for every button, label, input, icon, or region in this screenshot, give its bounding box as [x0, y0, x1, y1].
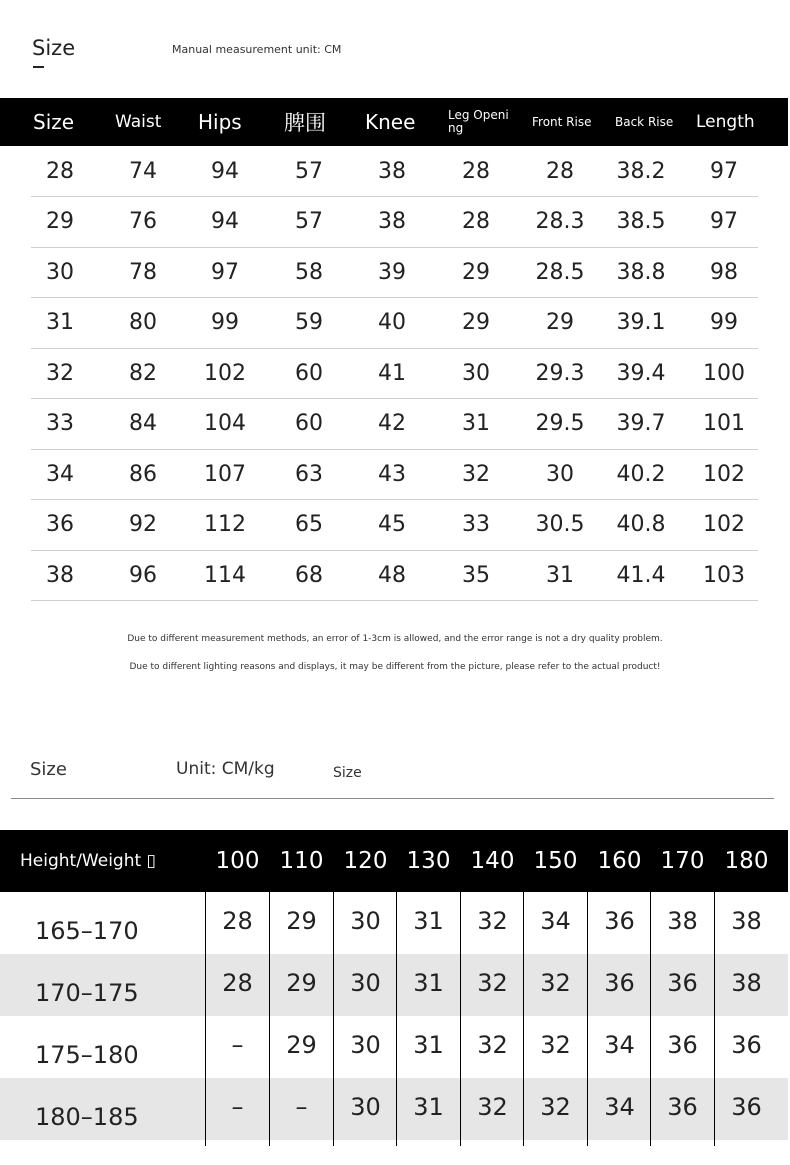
weight-header-cell: 100: [215, 848, 260, 874]
size-cell: 97: [710, 209, 738, 234]
size-cell: 35: [462, 562, 490, 588]
column-divider: [460, 830, 461, 1146]
fit-size-cell: 30: [350, 1031, 381, 1059]
size-cell: 63: [295, 461, 323, 487]
size-cell: 29: [46, 209, 74, 234]
fit-size-cell: 38: [731, 907, 762, 935]
fit-size-cell: 32: [477, 1093, 508, 1121]
size-cell: 38: [378, 158, 406, 184]
header-back-rise: Back Rise: [615, 114, 674, 129]
weight-header-cell: 140: [470, 848, 515, 874]
size-cell: 38.8: [616, 259, 666, 285]
size-cell: 28.5: [535, 259, 585, 285]
size-cell: 48: [378, 562, 406, 588]
size-chart-title: Size: [32, 36, 76, 60]
header-waist: Waist: [115, 112, 162, 132]
size-cell: 60: [295, 360, 323, 386]
size-cell: 29.5: [535, 411, 585, 436]
weight-header-cell: 170: [660, 848, 705, 874]
size-cell: 100: [703, 360, 745, 386]
size-cell: 28: [546, 158, 574, 184]
section-divider: [11, 798, 774, 799]
size-cell: 97: [710, 158, 738, 184]
fit-size-cell: 29: [286, 1031, 317, 1059]
size-cell: 33: [462, 512, 490, 537]
fit-row: [0, 892, 788, 954]
size-cell: 98: [710, 259, 738, 285]
size-cell: 78: [129, 259, 157, 285]
size-cell: 30: [546, 461, 574, 487]
size-row: [31, 247, 758, 298]
fit-size-cell: 36: [604, 907, 635, 935]
height-range-label: 180–185: [35, 1103, 139, 1131]
size-cell: 31: [462, 411, 490, 436]
size-cell: 102: [703, 512, 745, 537]
fit-size-cell: 30: [350, 907, 381, 935]
size-cell: 102: [703, 461, 745, 487]
size-cell: 86: [129, 461, 157, 487]
fit-size-cell: 36: [731, 1093, 762, 1121]
size-cell: 33: [46, 411, 74, 436]
fit-size-cell: 36: [667, 969, 698, 997]
size-cell: 28: [462, 209, 490, 234]
size-cell: 28.3: [535, 209, 585, 234]
column-divider: [650, 830, 651, 1146]
size-cell: 29: [462, 310, 490, 335]
size-cell: 104: [204, 411, 246, 436]
size-cell: 34: [46, 461, 74, 487]
size-cell: 60: [295, 411, 323, 436]
fit-size-cell: 32: [540, 969, 571, 997]
size-cell: 41.4: [616, 562, 666, 588]
size-row: [31, 197, 758, 248]
fit-size-cell: 34: [604, 1093, 635, 1121]
height-range-label: 175–180: [35, 1041, 139, 1069]
fit-row: [0, 954, 788, 1016]
fit-size-cell: 30: [350, 969, 381, 997]
column-divider: [587, 830, 588, 1146]
column-divider: [714, 830, 715, 1146]
size-cell: 38: [46, 562, 74, 588]
fit-chart-table: [0, 830, 788, 1146]
fit-size-cell: 31: [413, 907, 444, 935]
size-cell: 30: [46, 259, 74, 285]
size-cell: 29: [546, 310, 574, 335]
size-cell: 32: [462, 461, 490, 487]
header-leg-opening: Leg Opening: [448, 108, 509, 135]
size-cell: 112: [204, 512, 246, 537]
size-cell: 39.1: [616, 310, 666, 335]
fit-size-cell: 32: [540, 1031, 571, 1059]
fit-size-cell: 32: [540, 1093, 571, 1121]
size-row: [31, 399, 758, 450]
fit-size-cell: 36: [731, 1031, 762, 1059]
column-divider: [333, 830, 334, 1146]
size-row: [31, 550, 758, 601]
size-cell: 29: [462, 259, 490, 285]
size-cell: 38: [378, 209, 406, 234]
fit-size-cell: 34: [540, 907, 571, 935]
size-cell: 31: [546, 562, 574, 588]
fit-size-cell: –: [231, 1031, 244, 1059]
size-cell: 65: [295, 512, 323, 537]
fit-size-cell: 32: [477, 1031, 508, 1059]
weight-header-cell: 160: [597, 848, 642, 874]
header-front-rise: Front Rise: [532, 114, 592, 129]
header-hips: Hips: [198, 110, 242, 134]
height-range-label: 170–175: [35, 979, 139, 1007]
size-cell: 40.8: [616, 512, 666, 537]
fit-chart-unit-label: Unit: CM/kg: [176, 759, 275, 779]
size-cell: 29.3: [535, 360, 585, 386]
size-cell: 101: [703, 411, 745, 436]
fit-size-cell: 36: [604, 969, 635, 997]
size-cell: 103: [703, 562, 745, 588]
fit-size-cell: 28: [222, 969, 253, 997]
size-cell: 31: [46, 310, 74, 335]
size-cell: 102: [204, 360, 246, 386]
fit-row: [0, 1016, 788, 1078]
fit-size-cell: 31: [413, 1093, 444, 1121]
weight-header-cell: 110: [279, 848, 324, 874]
measurement-error-note: Due to different measurement methods, an error of 1-3cm is allowed, and the error range is not a dry quality problem.: [127, 634, 663, 644]
size-row: [31, 449, 758, 500]
size-cell: 30: [462, 360, 490, 386]
header-knee: Knee: [365, 110, 416, 134]
fit-size-cell: 38: [667, 907, 698, 935]
height-range-label: 165–170: [35, 917, 139, 945]
size-cell: 96: [129, 562, 157, 588]
size-cell: 36: [46, 512, 74, 537]
size-cell: 76: [129, 209, 157, 234]
size-cell: 39.4: [616, 360, 666, 386]
size-cell: 84: [129, 411, 157, 436]
size-row: [31, 348, 758, 399]
size-cell: 41: [378, 360, 406, 386]
size-cell: 107: [204, 461, 246, 487]
size-row: [31, 298, 758, 349]
fit-size-cell: 30: [350, 1093, 381, 1121]
fit-chart-header: [0, 830, 788, 892]
fit-size-cell: 34: [604, 1031, 635, 1059]
size-cell: 80: [129, 310, 157, 335]
title-underline: [33, 66, 44, 68]
size-cell: 39.7: [616, 411, 666, 436]
header-length: Length: [696, 112, 755, 132]
weight-header-cell: 180: [724, 848, 769, 874]
size-cell: 43: [378, 461, 406, 487]
fit-chart-sub-label: Size: [333, 765, 362, 781]
fit-chart-title: Size: [30, 759, 67, 780]
weight-header-cell: 120: [343, 848, 388, 874]
size-cell: 114: [204, 562, 246, 588]
size-chart-header: [0, 98, 788, 146]
size-cell: 57: [295, 209, 323, 234]
size-cell: 59: [295, 310, 323, 335]
fit-size-cell: 36: [667, 1031, 698, 1059]
size-cell: 97: [211, 259, 239, 285]
size-cell: 82: [129, 360, 157, 386]
column-divider: [523, 830, 524, 1146]
fit-size-cell: –: [295, 1093, 308, 1121]
size-cell: 28: [46, 158, 74, 184]
size-cell: 99: [710, 310, 738, 335]
size-cell: 28: [462, 158, 490, 184]
size-cell: 39: [378, 259, 406, 285]
fit-size-cell: 38: [731, 969, 762, 997]
size-cell: 74: [129, 158, 157, 184]
header-thigh: 脾围: [284, 111, 326, 135]
fit-size-cell: 32: [477, 969, 508, 997]
height-weight-corner-label: Height/Weight ▯: [20, 851, 156, 871]
size-cell: 40.2: [616, 461, 666, 487]
size-cell: 92: [129, 512, 157, 537]
fit-size-cell: 29: [286, 969, 317, 997]
fit-size-cell: 29: [286, 907, 317, 935]
column-divider: [396, 830, 397, 1146]
size-cell: 32: [46, 360, 74, 386]
column-divider: [205, 830, 206, 1146]
size-cell: 40: [378, 310, 406, 335]
fit-size-cell: 31: [413, 969, 444, 997]
size-cell: 38.2: [616, 158, 666, 184]
size-row: [31, 500, 758, 551]
size-cell: 94: [211, 209, 239, 234]
weight-header-cell: 150: [533, 848, 578, 874]
size-cell: 30.5: [535, 512, 585, 537]
size-cell: 94: [211, 158, 239, 184]
fit-size-cell: 36: [667, 1093, 698, 1121]
size-cell: 45: [378, 512, 406, 537]
size-row: [31, 146, 758, 197]
fit-size-cell: 31: [413, 1031, 444, 1059]
fit-size-cell: –: [231, 1093, 244, 1121]
size-cell: 42: [378, 411, 406, 436]
fit-size-cell: 32: [477, 907, 508, 935]
measurement-unit-label: Manual measurement unit: CM: [172, 43, 342, 56]
lighting-note: Due to different lighting reasons and displays, it may be different from the picture, please refer to the actual product!: [129, 662, 661, 672]
size-cell: 99: [211, 310, 239, 335]
size-cell: 58: [295, 259, 323, 285]
size-cell: 57: [295, 158, 323, 184]
header-size: Size: [33, 110, 75, 134]
fit-size-cell: 28: [222, 907, 253, 935]
column-divider: [269, 830, 270, 1146]
fit-row: [0, 1078, 788, 1140]
size-cell: 38.5: [616, 209, 666, 234]
weight-header-cell: 130: [406, 848, 451, 874]
size-cell: 68: [295, 562, 323, 588]
